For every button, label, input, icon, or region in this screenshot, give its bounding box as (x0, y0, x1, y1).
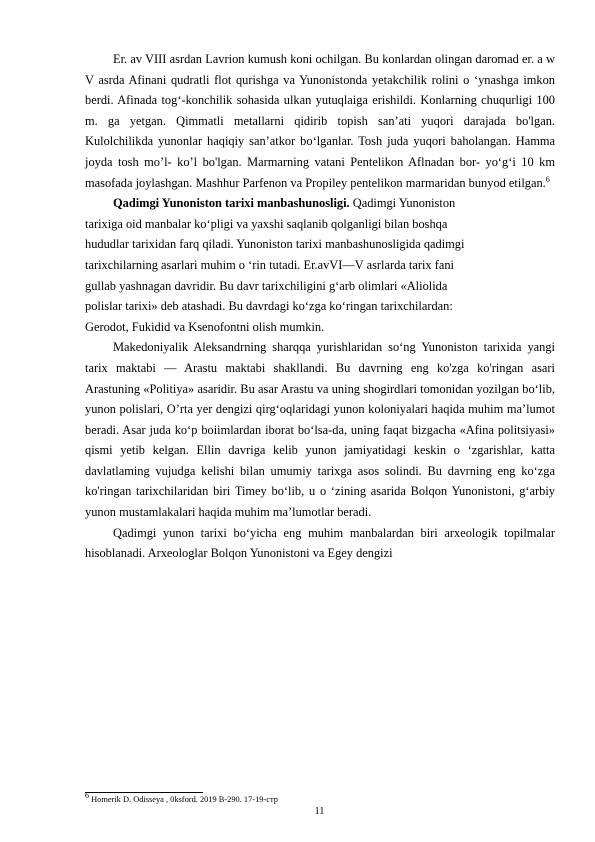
footnote-text: Homerik D. Odisseya , 0ksford. 2019 B-290. 17-19-стр (89, 795, 278, 804)
body-text (85, 49, 555, 564)
paragraph-line: Gerodot, Fukidid va Ksenofontni olish mumkin. (85, 319, 325, 334)
paragraph-line: hududlar tarixidan farq qiladi. Yunoniston tarixi manbashunosligida qadimgi (85, 237, 465, 252)
page-number (0, 806, 595, 818)
paragraph-text: Qadimgi yunon tarixi bo‘yicha eng muhim manbalardan biri arxeologik topilmalar hisoblanadi. Arxeologlar Bolqon Yunonistoni va Egey dengizi (85, 525, 555, 561)
paragraph-archaeology (85, 523, 555, 564)
paragraph-lavrion-mines (85, 49, 555, 193)
paragraph-aristotle-school (85, 337, 555, 522)
page-number-text: 11 (314, 806, 325, 817)
paragraph-line: polislar tarixi» deb atashadi. Bu davrdagi ko‘zga ko‘ringan tarixchilardan: (85, 299, 453, 314)
paragraph-line: tarixiga oid manbalar ko‘pligi va yaxshi saqlanib qolganligi bilan boshqa (85, 216, 448, 231)
paragraph-line: Qadimgi Yunoniston (349, 196, 456, 211)
paragraph-historiography (85, 193, 555, 337)
footnote (85, 791, 278, 805)
footnote-separator (85, 792, 203, 793)
footnote-number: 6 (85, 791, 89, 801)
paragraph-line: gullab yashnagan davridir. Bu davr tarixchiligini g‘arb olimlari «Aliolida (85, 278, 448, 293)
section-heading: Qadimgi Yunoniston tarixi manbashunosligi. (113, 196, 350, 211)
paragraph-text: Makedoniyalik Aleksandrning sharqqa yurishlaridan so‘ng Yunoniston tarixida yangi tarix maktabi — Arastu maktabi shakllandi. Bu davrning eng ko'zga ko'ringan asari Arastuning «Politiya» asaridir. Bu asar Arastu va uning shogirdlari tomonidan yozilgan bo‘lib, yunon polislari, O’rta yer dengizi qirg‘oqlaridagi yunon koloniyalari haqida muhim ma’lumot beradi. Asar juda ko‘p boiimlardan iborat bo‘lsa-da, uning faqat bizgacha «Afina politsiyasi» qismi yetib kelgan. Ellin davriga kelib yunon jamiyatidagi keskin o ‘zgarishlar, katta davlatlaming vujudga kelishi bilan umumiy tarixga asos solindi. Bu davrning eng ko‘zga ko'ringan tarixchilaridan biri Timey bo‘lib, u o ‘zining asarida Bolqon Yunonistoni, g‘arbiy yunon mustamlakalari haqida muhim ma’lumotlar beradi. (85, 340, 555, 520)
footnote-reference[interactable]: 6 (545, 174, 550, 184)
paragraph-text: Er. av VIII asrdan Lavrion kumush koni ochilgan. Bu konlardan olingan daromad er. a w V asrda Afinani qudratli flot qurishga va Yunonistonda yetakchilik rolini o ‘ynashga imkon berdi. Afinada tog‘-konchilik sohasida ulkan yutuqlaiga erishildi. Konlarning chuqurligi 100 m. ga yetgan. Qimmatli metallarni qidirib topish san’ati yuqori darajada bo'lgan. Kulolchilikda yunonlar haqiqiy san’atkor bo‘lganlar. Tosh juda yuqori baholangan. Hamma joyda tosh mo’l- ko’l bo'lgan. Marmarning vatani Pentelikon Aflnadan bor- yo‘g‘i 10 km masofada joylashgan. Mashhur Parfenon va Propiley pentelikon marmaridan bunyod etilgan. (85, 52, 555, 190)
paragraph-line: tarixchilarning asarlari muhim o ‘rin tutadi. Er.avVI—V asrlarda tarix fani (85, 257, 454, 272)
